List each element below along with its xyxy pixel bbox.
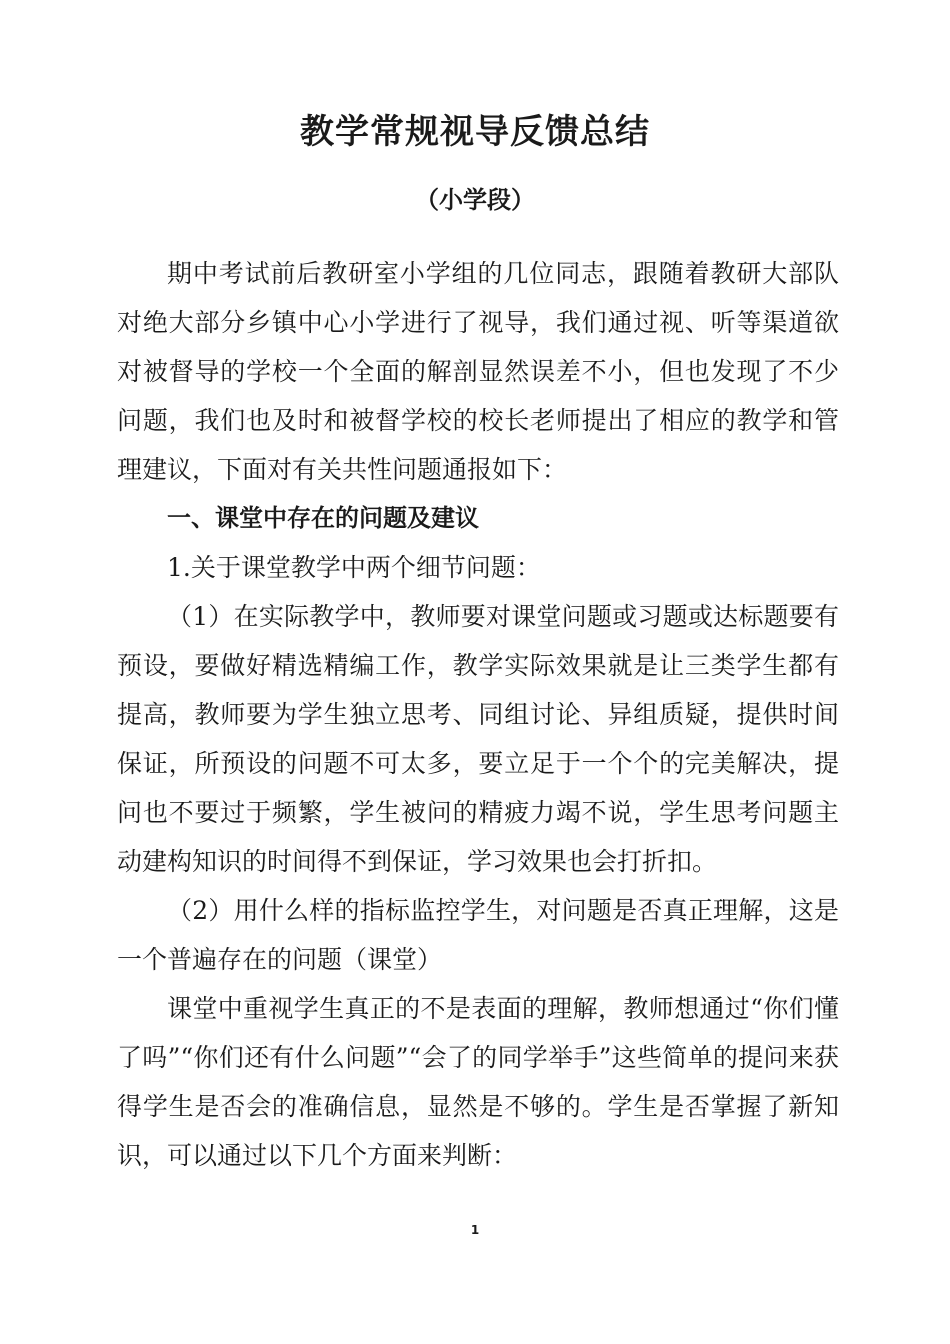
document-subtitle: （小学段）: [415, 186, 535, 214]
subsection-heading: 1.关于课堂教学中两个细节问题：: [167, 553, 541, 582]
understanding-paragraph: 课堂中重视学生真正的不是表面的理解，教师想通过“你们懂了吗”“你们还有什么问题”“会了的同学举手”这些简单的提问来获得学生是否会的准确信息，显然是不够的。学生是否掌握了新知识，可以通过以下几个方面来判断：: [117, 994, 839, 1170]
point-2-paragraph: （2）用什么样的指标监控学生，对问题是否真正理解，这是一个普遍存在的问题（课堂）: [117, 896, 839, 974]
point-1-paragraph: （1）在实际教学中，教师要对课堂问题或习题或达标题要有预设，要做好精选精编工作，教学实际效果就是让三类学生都有提高，教师要为学生独立思考、同组讨论、异组质疑，提供时间保证，所预设的问题不可太多，要立足于一个个的完美解决，提问也不要过于频繁，学生被问的精疲力竭不说，学生思考问题主动建构知识的时间得不到保证，学习效果也会打折扣。: [117, 602, 839, 876]
document-body: [117, 249, 839, 1180]
intro-paragraph: 期中考试前后教研室小学组的几位同志，跟随着教研大部队对绝大部分乡镇中心小学进行了视导，我们通过视、听等渠道欲对被督导的学校一个全面的解剖显然误差不小，但也发现了不少问题，我们也及时和被督学校的校长老师提出了相应的教学和管理建议，下面对有关共性问题通报如下：: [117, 259, 839, 484]
page-number: 1: [470, 1223, 480, 1237]
document-title: 教学常规视导反馈总结: [300, 112, 650, 152]
section-heading: 一、课堂中存在的问题及建议: [167, 504, 479, 532]
